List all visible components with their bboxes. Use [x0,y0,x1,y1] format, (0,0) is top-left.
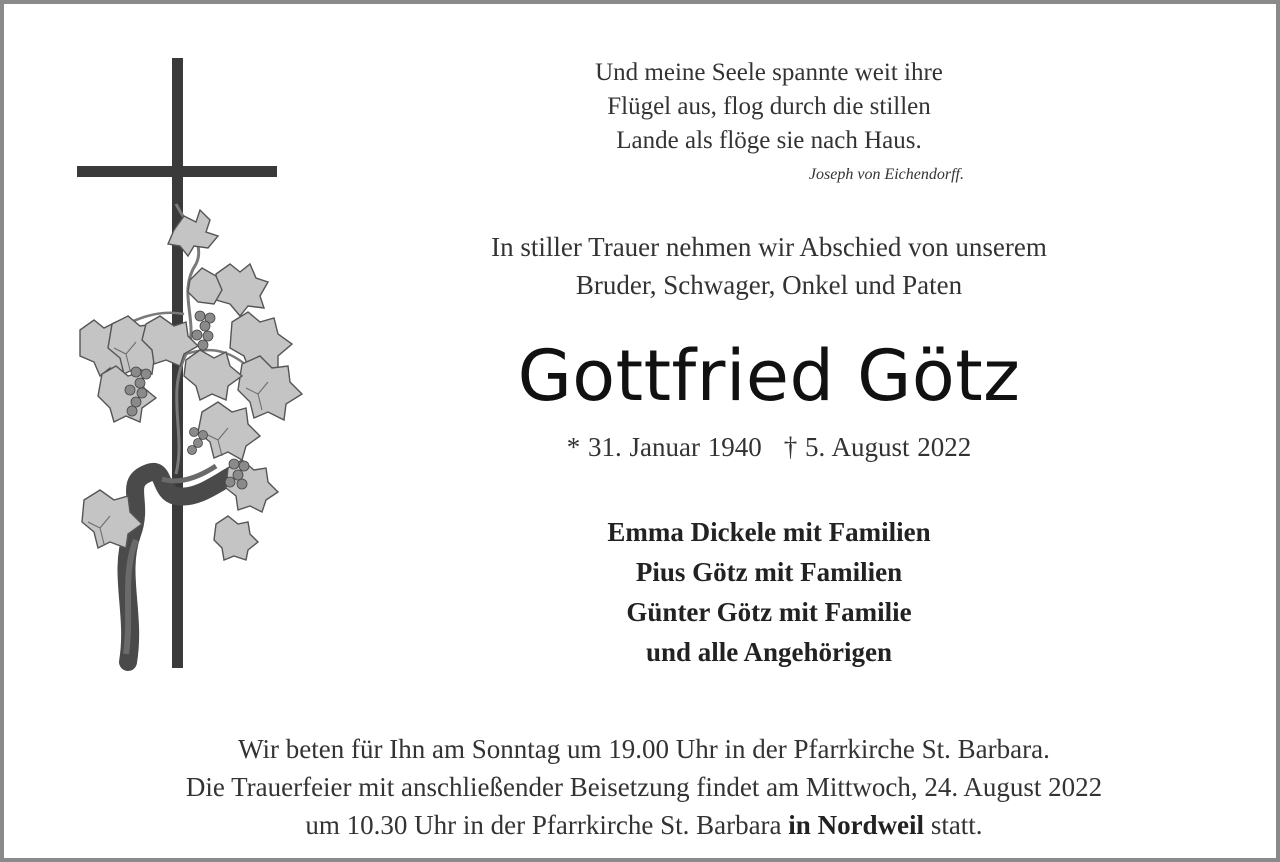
intro-text [384,228,1154,304]
life-dates [384,428,1154,466]
poem-line: Und meine Seele spannte weit ihre [595,59,943,86]
poem-author: Joseph von Eichendorff. [808,166,964,183]
intro-line: Bruder, Schwager, Onkel und Paten [575,270,963,300]
death-date: † 5. August 2022 [783,432,972,462]
birth-date: * 31. Januar 1940 [566,432,762,462]
grape-leaf [214,516,258,560]
grape-leaf [198,402,260,460]
grape-leaf [216,264,268,316]
mourner-entry: und alle Angehörigen [645,637,893,667]
mourner-entry: Pius Götz mit Familien [635,557,903,587]
mourner-entry: Günter Götz mit Familie [626,597,912,627]
poem-line: Lande als flöge sie nach Haus. [616,127,922,154]
grape-cluster [188,428,208,455]
service-line-prefix: um 10.30 Uhr in der Pfarrkirche St. Barbara [305,810,782,840]
service-line [24,806,1264,844]
poem-line: Flügel aus, flog durch die stillen [607,93,931,120]
service-info [24,730,1264,844]
poem-block [384,56,1154,158]
intro-line: In stiller Trauer nehmen wir Abschied von unserem [491,232,1047,262]
service-place: in Nordweil [788,810,925,840]
deceased-name: Gottfried Götz [517,335,1021,417]
cross-horizontal-beam [77,166,277,177]
service-line: Wir beten für Ihn am Sonntag um 19.00 Uhr in der Pfarrkirche St. Barbara. [238,734,1050,764]
mourner-entry: Emma Dickele mit Familien [607,517,931,547]
service-line: Die Trauerfeier mit anschließender Beisetzung findet am Mittwoch, 24. August 2022 [185,772,1103,802]
cross-with-grapevine-icon [66,54,326,674]
grape-leaf [238,356,302,420]
service-line-suffix: statt. [930,810,983,840]
mourners-list [384,512,1154,672]
